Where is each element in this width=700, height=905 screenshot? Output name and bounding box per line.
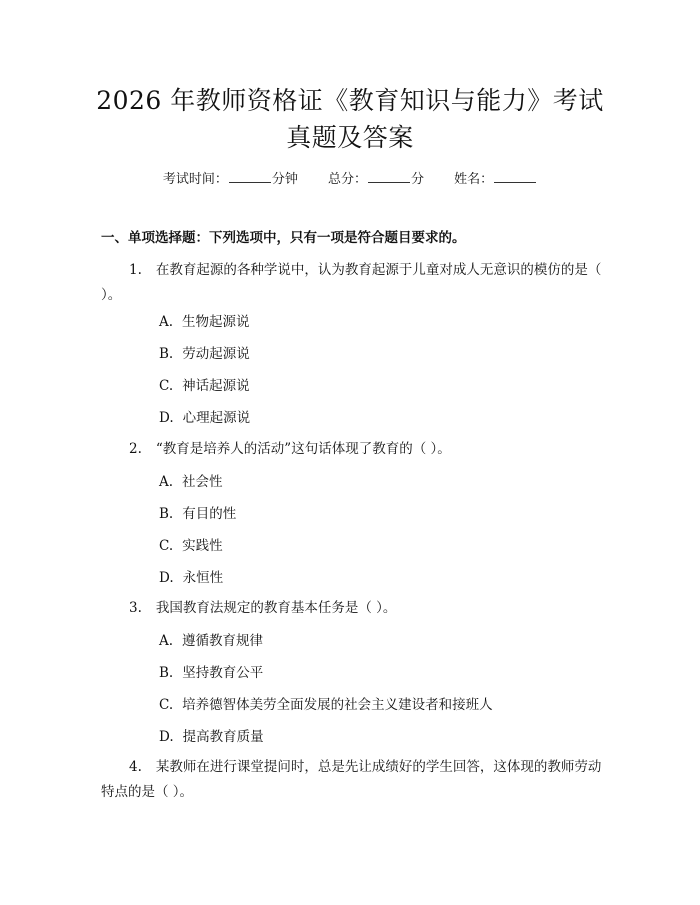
total-score-unit: 分 xyxy=(411,172,425,187)
question-3-option-b xyxy=(159,664,263,682)
option-text: 坚持教育公平 xyxy=(182,665,264,681)
question-1-option-a xyxy=(159,313,250,331)
question-1-option-c xyxy=(159,377,250,395)
exam-time-blank xyxy=(229,170,271,183)
exam-time-field xyxy=(163,172,298,187)
question-2-option-c xyxy=(159,537,223,555)
exam-time-label: 考试时间： xyxy=(162,172,228,187)
option-letter: D. xyxy=(159,570,174,586)
name-label: 姓名： xyxy=(454,172,494,187)
exam-title-line-2: 真题及答案 xyxy=(286,123,414,152)
option-text: 遵循教育规律 xyxy=(182,633,264,649)
option-text: 神话起源说 xyxy=(182,378,250,394)
option-text: 社会性 xyxy=(182,474,223,490)
question-1-option-d xyxy=(159,409,250,427)
question-3 xyxy=(101,596,606,621)
option-letter: D. xyxy=(159,410,174,426)
exam-meta-row xyxy=(0,170,700,189)
option-letter: A. xyxy=(159,314,174,330)
question-text: 在教育起源的各种学说中，认为教育起源于儿童对成人无意识的模仿的是（ ）。 xyxy=(101,262,602,303)
question-number: 2. xyxy=(129,441,142,457)
question-4 xyxy=(101,755,606,805)
option-text: 提高教育质量 xyxy=(182,729,264,745)
question-2 xyxy=(101,437,606,462)
total-score-blank xyxy=(368,170,410,183)
question-3-option-a xyxy=(159,632,263,650)
total-score-field xyxy=(328,172,424,187)
question-number: 1. xyxy=(129,262,142,278)
question-3-option-d xyxy=(159,728,264,746)
option-letter: D. xyxy=(159,729,174,745)
exam-time-unit: 分钟 xyxy=(271,172,298,187)
option-text: 有目的性 xyxy=(182,506,237,522)
option-letter: B. xyxy=(159,506,174,522)
question-2-option-b xyxy=(159,505,236,523)
question-number: 4. xyxy=(129,759,142,775)
option-letter: C. xyxy=(159,697,174,713)
option-letter: A. xyxy=(159,633,174,649)
total-score-label: 总分： xyxy=(327,172,367,187)
option-text: 永恒性 xyxy=(182,570,224,586)
option-text: 实践性 xyxy=(182,538,223,554)
question-1 xyxy=(101,258,606,308)
option-letter: C. xyxy=(159,378,174,394)
name-field xyxy=(454,172,537,187)
section-heading: 一、单项选择题：下列选项中，只有一项是符合题目要求的。 xyxy=(101,230,466,246)
option-text: 劳动起源说 xyxy=(182,346,250,362)
exam-title-line-1: 2026 年教师资格证《教育知识与能力》考试 xyxy=(96,86,604,115)
name-blank xyxy=(494,170,536,183)
question-text: “教育是培养人的活动”这句话体现了教育的（ ）。 xyxy=(155,441,451,457)
question-2-option-d xyxy=(159,569,223,587)
option-text: 培养德智体美劳全面发展的社会主义建设者和接班人 xyxy=(182,697,493,713)
question-text: 某教师在进行课堂提问时，总是先让成绩好的学生回答，这体现的教师劳动特点的是（ ）。 xyxy=(101,759,602,800)
option-text: 生物起源说 xyxy=(182,314,250,330)
option-letter: C. xyxy=(159,538,174,554)
question-2-option-a xyxy=(159,473,223,491)
question-3-option-c xyxy=(159,696,493,714)
option-letter: B. xyxy=(159,346,174,362)
option-text: 心理起源说 xyxy=(182,410,251,426)
question-text: 我国教育法规定的教育基本任务是（ ）。 xyxy=(155,600,397,616)
question-number: 3. xyxy=(129,600,142,616)
option-letter: B. xyxy=(159,665,174,681)
option-letter: A. xyxy=(159,474,174,490)
question-1-option-b xyxy=(159,345,250,363)
